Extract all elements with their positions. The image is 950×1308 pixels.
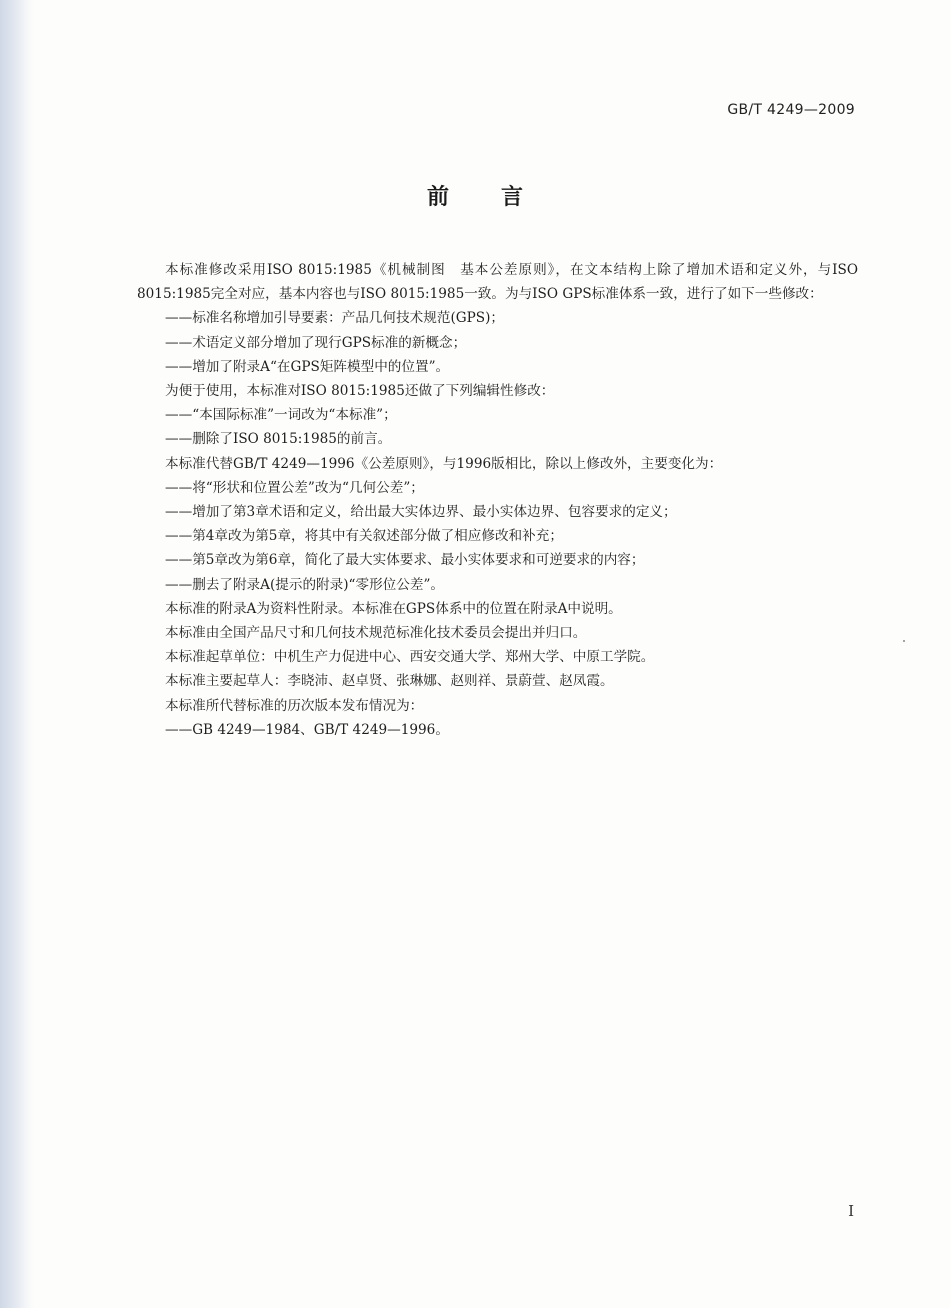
list-item: ——第4章改为第5章，将其中有关叙述部分做了相应修改和补充； [165,528,563,545]
page-title: 前言 [426,185,575,210]
standard-number: GB/T 4249—2009 [727,102,855,118]
foreword-body [137,258,858,742]
paragraph-history: 本标准所代替标准的历次版本发布情况为： [165,697,424,714]
list-item: ——删除了ISO 8015:1985的前言。 [165,431,392,448]
paragraph-annex: 本标准的附录A为资料性附录。本标准在GPS体系中的位置在附录A中说明。 [165,600,622,617]
list-item: ——增加了第3章术语和定义，给出最大实体边界、最小实体边界、包容要求的定义； [165,504,677,521]
list-item: ——“本国际标准”一词改为“本标准”； [165,407,397,424]
scan-speck [903,640,905,642]
list-item: ——GB 4249—1984、GB/T 4249—1996。 [165,721,449,738]
paragraph-committee: 本标准由全国产品尺寸和几何技术规范标准化技术委员会提出并归口。 [165,625,587,642]
paragraph-drafting-units: 本标准起草单位：中机生产力促进中心、西安交通大学、郑州大学、中原工学院。 [165,649,655,666]
page-number: I [848,1202,854,1220]
paragraph-replaces: 本标准代替GB/T 4249—1996《公差原则》，与1996版相比，除以上修改外，主要变化为： [165,455,723,472]
list-item: ——标准名称增加引导要素：产品几何技术规范(GPS)； [165,310,504,327]
paragraph-drafters: 本标准主要起草人：李晓沛、赵卓贤、张琳娜、赵则祥、景蔚萱、赵凤霞。 [165,673,614,690]
list-item: ——删去了附录A(提示的附录)“零形位公差”。 [165,576,445,593]
list-item: ——将“形状和位置公差”改为“几何公差”； [165,479,424,496]
list-item: ——术语定义部分增加了现行GPS标准的新概念； [165,334,467,351]
paragraph-intro: 本标准修改采用ISO 8015:1985《机械制图 基本公差原则》，在文本结构上除了增加术语和定义外，与ISO 8015:1985完全对应，基本内容也与ISO 8015:1985一致。为与ISO GPS标准体系一致，进行了如下一些修改： [137,262,858,303]
list-item: ——增加了附录A“在GPS矩阵模型中的位置”。 [165,358,450,375]
list-item: ——第5章改为第6章，简化了最大实体要求、最小实体要求和可逆要求的内容； [165,552,645,569]
paragraph-editorial: 为便于使用，本标准对ISO 8015:1985还做了下列编辑性修改： [165,383,555,400]
